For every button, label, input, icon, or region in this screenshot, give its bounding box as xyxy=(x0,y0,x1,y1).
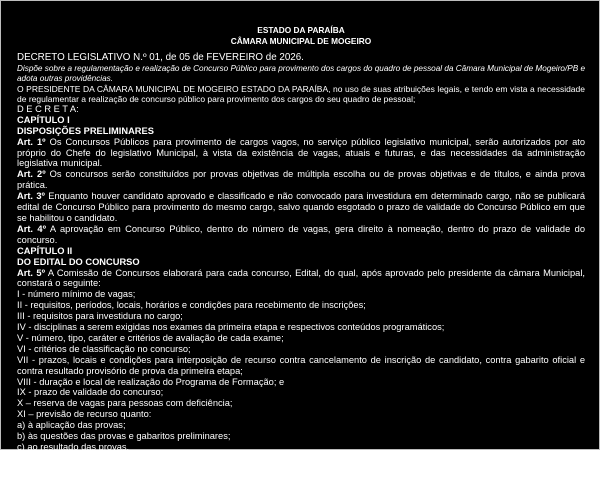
list-item: V - número, tipo, caráter e critérios de avaliação de cada exame; xyxy=(17,332,284,343)
article-2 xyxy=(17,169,585,191)
list-item: XI – previsão de recurso quanto: xyxy=(17,409,152,420)
chapter2-subtitle: DO EDITAL DO CONCURSO xyxy=(17,256,140,267)
article-4-label: Art. 4º xyxy=(17,223,46,234)
list-item: a) à aplicação das provas; xyxy=(17,420,126,431)
article-2-text: Os concursos serão constituídos por provas objetivas de múltipla escolha ou de provas objetivas e de títulos, e ainda prova prática. xyxy=(17,169,585,191)
list-item: VI - critérios de classificação no concurso; xyxy=(17,343,191,354)
list-item: IV - disciplinas a serem exigidas nos exames da primeira etapa e respectivos conteúdos programáticos; xyxy=(17,322,445,333)
article-5-label: Art. 5º xyxy=(17,267,45,278)
list-item: VIII - duração e local de realização do Programa de Formação; e xyxy=(17,376,285,387)
list-item: III - requisitos para investidura no cargo; xyxy=(17,311,183,322)
list-item: b) às questões das provas e gabaritos preliminares; xyxy=(17,431,231,442)
article-4 xyxy=(17,224,585,246)
document-page xyxy=(17,25,585,486)
decree-preamble: O PRESIDENTE DA CÂMARA MUNICIPAL DE MOGEIRO ESTADO DA PARAÍBA, no uso de suas atribuições legais, e tendo em vista a necessidade de regulamentar a realização de concurso público para provimento dos cargos do seu quadro de pessoal; xyxy=(17,83,585,104)
list-item: XII - os critérios de desempate se houver necessidade. xyxy=(17,452,244,463)
list-item: c) ao resultado das provas. xyxy=(17,442,130,452)
article-3-text: Enquanto houver candidato aprovado e classificado e não convocado para investidura em determinado cargo, não se publicará edital de Concurso Público para provimento do mesmo cargo, salvo quando esgotado o prazo de validade do Concurso Público em que se habilitou o candidato. xyxy=(17,191,585,223)
article-3-label: Art. 3º xyxy=(17,191,45,202)
article-1-text: Os Concursos Públicos para provimento de cargos vagos, no serviço público legislativo municipal, serão autorizados por ato próprio do Chefe do legislativo Municipal, à vista da existência de vagas, atuais e futuras, e das necessidades da administração legislativa municipal. xyxy=(17,136,585,169)
list-item: I - número mínimo de vagas; xyxy=(17,289,136,300)
decree-decreta: D E C R E T A: xyxy=(17,103,79,114)
article-4-text: A aprovação em Concurso Público, dentro do número de vagas, gera direito à nomeação, dentro do prazo de validade do concurso. xyxy=(17,223,585,245)
article-5 xyxy=(17,268,585,290)
article-1-label: Art. 1º xyxy=(17,136,46,147)
chapter2-title: CAPÍTULO II xyxy=(17,245,73,256)
chapter1-subtitle: DISPOSIÇÕES PRELIMINARES xyxy=(17,125,154,136)
article-2-label: Art. 2º xyxy=(17,169,46,180)
list-item: IX - prazo de validade do concurso; xyxy=(17,387,164,398)
chapter1-title: CAPÍTULO I xyxy=(17,114,70,125)
article-5-text: A Comissão de Concursos elaborará para cada concurso, Edital, do qual, após aprovado pelo presidente da câmara Municipal, constará o seguinte: xyxy=(17,267,585,289)
decree-title: DECRETO LEGISLATIVO N.º 01, de 05 de FEVEREIRO de 2026. xyxy=(17,52,304,63)
list-item: II - requisitos, períodos, locais, horários e condições para recebimento de inscrições; xyxy=(17,300,366,311)
header-state: ESTADO DA PARAÍBA xyxy=(257,25,345,35)
decree-ementa: Dispõe sobre a regulamentação e realização de Concurso Público para provimento dos cargos do quadro de pessoal da Câmara Municipal de Mogeiro/PB e adota outras providências. xyxy=(17,63,585,83)
list-item: VII - prazos, locais e condições para interposição de recurso contra cancelamento de inscrição de candidato, contra gabarito oficial e contra resultado provisório de prova da primeira etapa; xyxy=(17,354,585,376)
article-3 xyxy=(17,191,585,224)
list-item: XIII - quaisquer outras exigências que devam ser atendidas pelos candidatos ou informações que se fizerem necessários à boa ordenação do concurso. xyxy=(17,463,585,485)
header-chamber: CÂMARA MUNICIPAL DE MOGEIRO xyxy=(230,35,372,46)
list-item: X – reserva de vagas para pessoas com deficiência; xyxy=(17,398,233,409)
article-1 xyxy=(17,137,585,170)
